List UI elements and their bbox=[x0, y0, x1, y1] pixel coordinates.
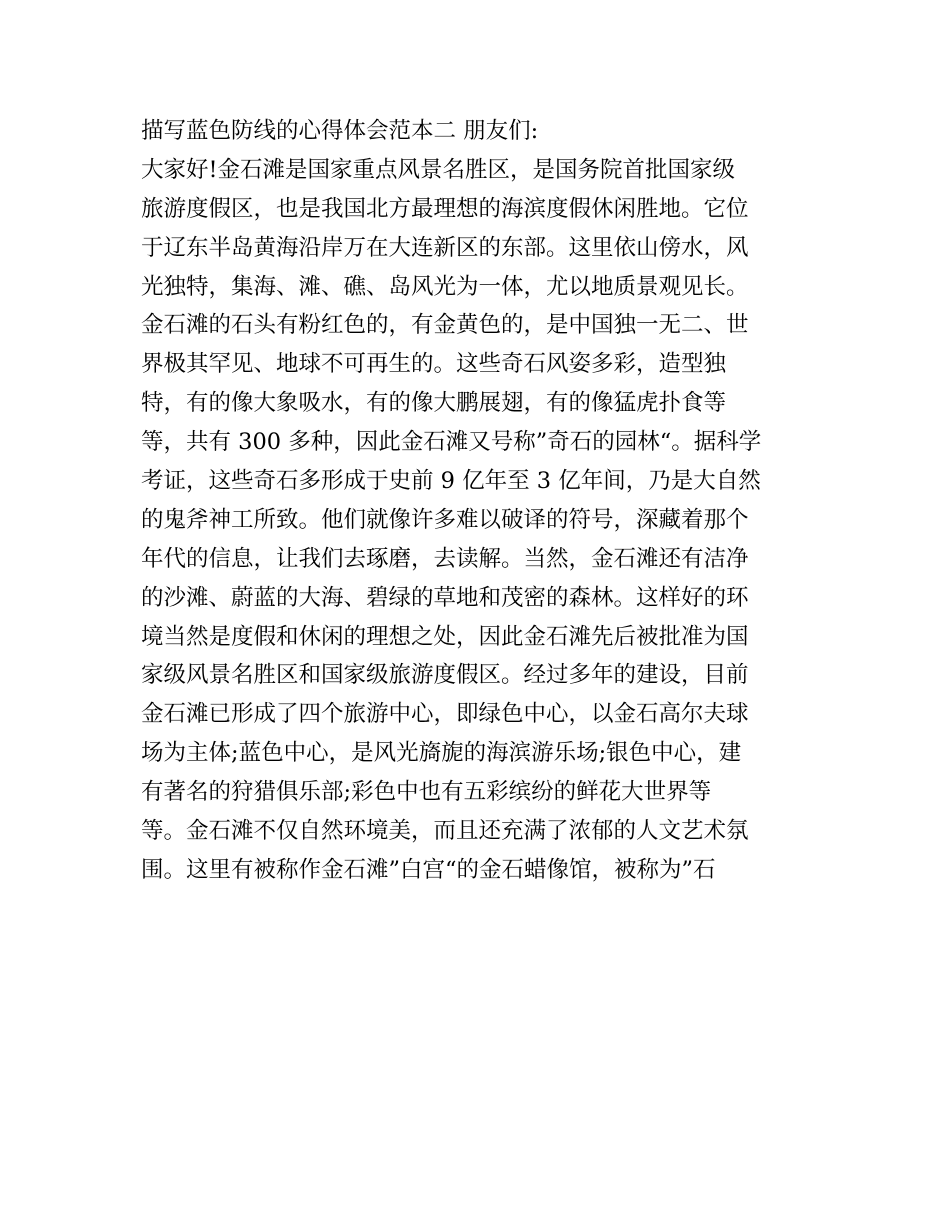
text-line: 等，共有 300 多种，因此金石滩又号称”奇石的园林“。据科学 bbox=[141, 429, 762, 456]
text-line: 旅游度假区，也是我国北方最理想的海滨度假休闲胜地。它位 bbox=[141, 195, 749, 222]
text-line: 的沙滩、蔚蓝的大海、碧绿的草地和茂密的森林。这样好的环 bbox=[141, 584, 749, 611]
text-line: 的鬼斧神工所致。他们就像许多难以破译的符号，深藏着那个 bbox=[141, 506, 749, 533]
text-line: 界极其罕见、地球不可再生的。这些奇石风姿多彩，造型独 bbox=[141, 351, 727, 378]
text-line: 年代的信息，让我们去琢磨，去读解。当然，金石滩还有洁净 bbox=[141, 545, 749, 572]
text-line: 围。这里有被称作金石滩”白宫“的金石蜡像馆，被称为”石 bbox=[141, 856, 716, 883]
text-line: 金石滩的石头有粉红色的，有金黄色的，是中国独一无二、世 bbox=[141, 312, 749, 339]
text-line: 金石滩已形成了四个旅游中心，即绿色中心，以金石高尔夫球 bbox=[141, 701, 749, 728]
title-line: 描写蓝色防线的心得体会范本二 朋友们: bbox=[141, 118, 539, 144]
text-line: 于辽东半岛黄海沿岸万在大连新区的东部。这里依山傍水，风 bbox=[141, 234, 749, 261]
text-line: 大家好!金石滩是国家重点风景名胜区，是国务院首批国家级 bbox=[141, 156, 736, 183]
text-line: 家级风景名胜区和国家级旅游度假区。经过多年的建设，目前 bbox=[141, 662, 749, 689]
text-line: 场为主体;蓝色中心，是风光旖旎的海滨游乐场;银色中心，建 bbox=[141, 740, 742, 767]
text-line: 等。金石滩不仅自然环境美，而且还充满了浓郁的人文艺术氛 bbox=[141, 818, 749, 845]
text-line: 境当然是度假和休闲的理想之处，因此金石滩先后被批准为国 bbox=[141, 623, 749, 650]
text-line: 特，有的像大象吸水，有的像大鹏展翅，有的像猛虎扑食等 bbox=[141, 390, 727, 417]
text-line: 考证，这些奇石多形成于史前 9 亿年至 3 亿年间，乃是大自然 bbox=[141, 468, 761, 495]
text-line: 光独特，集海、滩、礁、岛风光为一体，尤以地质景观见长。 bbox=[141, 273, 749, 300]
text-line: 有著名的狩猎俱乐部;彩色中也有五彩缤纷的鲜花大世界等 bbox=[141, 779, 712, 806]
document-body bbox=[141, 112, 821, 890]
